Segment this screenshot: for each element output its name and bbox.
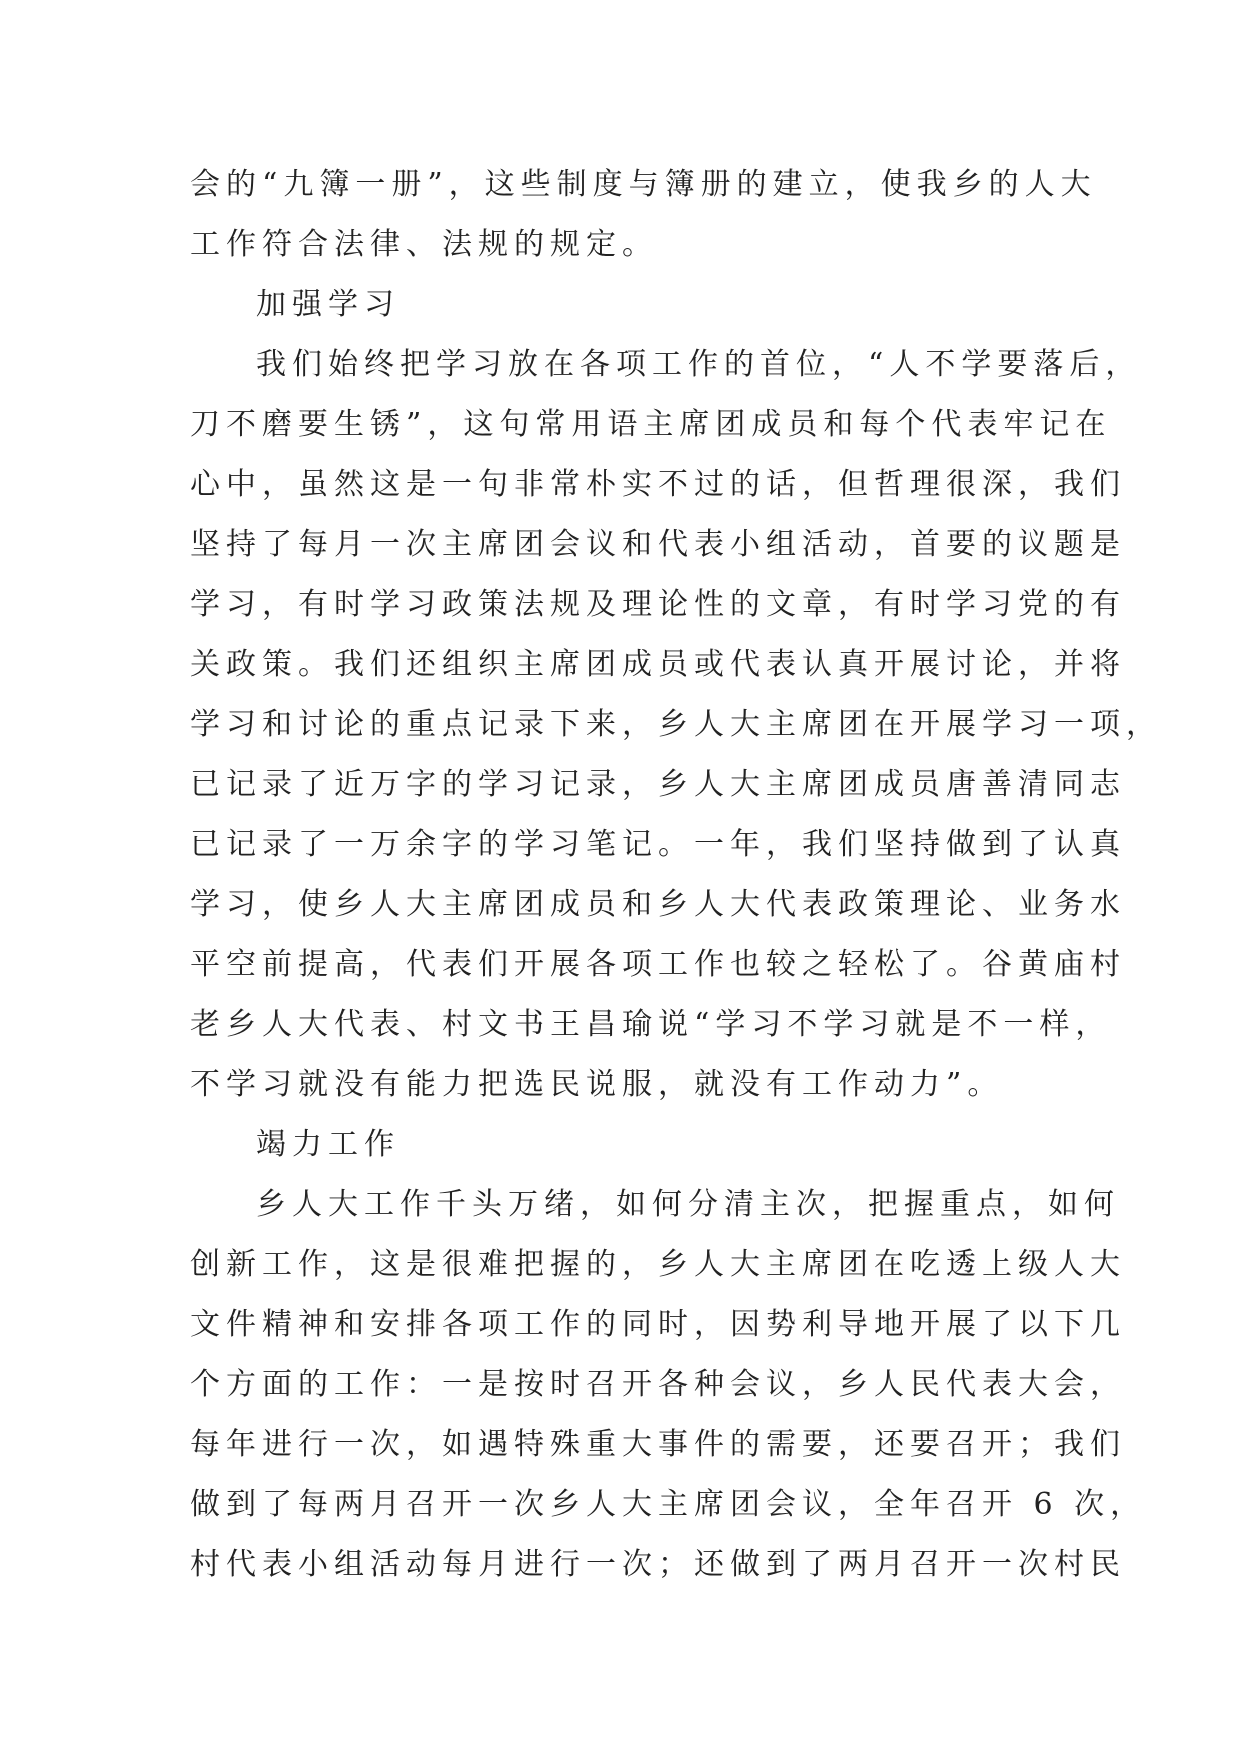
section-heading: 竭力工作 bbox=[256, 1127, 400, 1162]
text-line: 个方面的工作：一是按时召开各种会议，乡人民代表大会， bbox=[190, 1367, 1126, 1402]
text-line: 心中，虽然这是一句非常朴实不过的话，但哲理很深，我们 bbox=[190, 467, 1126, 502]
text-line: 每年进行一次，如遇特殊重大事件的需要，还要召开；我们 bbox=[190, 1427, 1126, 1462]
text-line: 会的“九簿一册”，这些制度与簿册的建立，使我乡的人大 bbox=[190, 167, 1097, 202]
text-line: 平空前提高，代表们开展各项工作也较之轻松了。谷黄庙村 bbox=[190, 947, 1126, 982]
text-line: 工作符合法律、法规的规定。 bbox=[190, 227, 658, 262]
text-line: 学习和讨论的重点记录下来，乡人大主席团在开展学习一项， bbox=[190, 707, 1162, 742]
text-line: 创新工作，这是很难把握的，乡人大主席团在吃透上级人大 bbox=[190, 1247, 1126, 1282]
text-line: 学习，有时学习政策法规及理论性的文章，有时学习党的有 bbox=[190, 587, 1126, 622]
text-line: 已记录了一万余字的学习笔记。一年，我们坚持做到了认真 bbox=[190, 827, 1126, 862]
text-line: 我们始终把学习放在各项工作的首位，“人不学要落后， bbox=[256, 347, 1142, 382]
section-heading: 加强学习 bbox=[256, 287, 400, 322]
text-line: 文件精神和安排各项工作的同时，因势利导地开展了以下几 bbox=[190, 1307, 1126, 1342]
text-line: 刀不磨要生锈”，这句常用语主席团成员和每个代表牢记在 bbox=[190, 407, 1112, 442]
document-body bbox=[190, 155, 1162, 1595]
text-line: 老乡人大代表、村文书王昌瑜说“学习不学习就是不一样， bbox=[190, 1007, 1112, 1042]
text-line: 不学习就没有能力把选民说服，就没有工作动力”。 bbox=[190, 1067, 1004, 1102]
text-line: 做到了每两月召开一次乡人大主席团会议，全年召开 6 次， bbox=[190, 1487, 1147, 1522]
text-line: 关政策。我们还组织主席团成员或代表认真开展讨论，并将 bbox=[190, 647, 1126, 682]
text-line: 坚持了每月一次主席团会议和代表小组活动，首要的议题是 bbox=[190, 527, 1126, 562]
text-line: 乡人大工作千头万绪，如何分清主次，把握重点，如何 bbox=[256, 1187, 1120, 1222]
text-line: 已记录了近万字的学习记录，乡人大主席团成员唐善清同志 bbox=[190, 767, 1126, 802]
text-line: 村代表小组活动每月进行一次；还做到了两月召开一次村民 bbox=[190, 1547, 1126, 1582]
text-line: 学习，使乡人大主席团成员和乡人大代表政策理论、业务水 bbox=[190, 887, 1126, 922]
